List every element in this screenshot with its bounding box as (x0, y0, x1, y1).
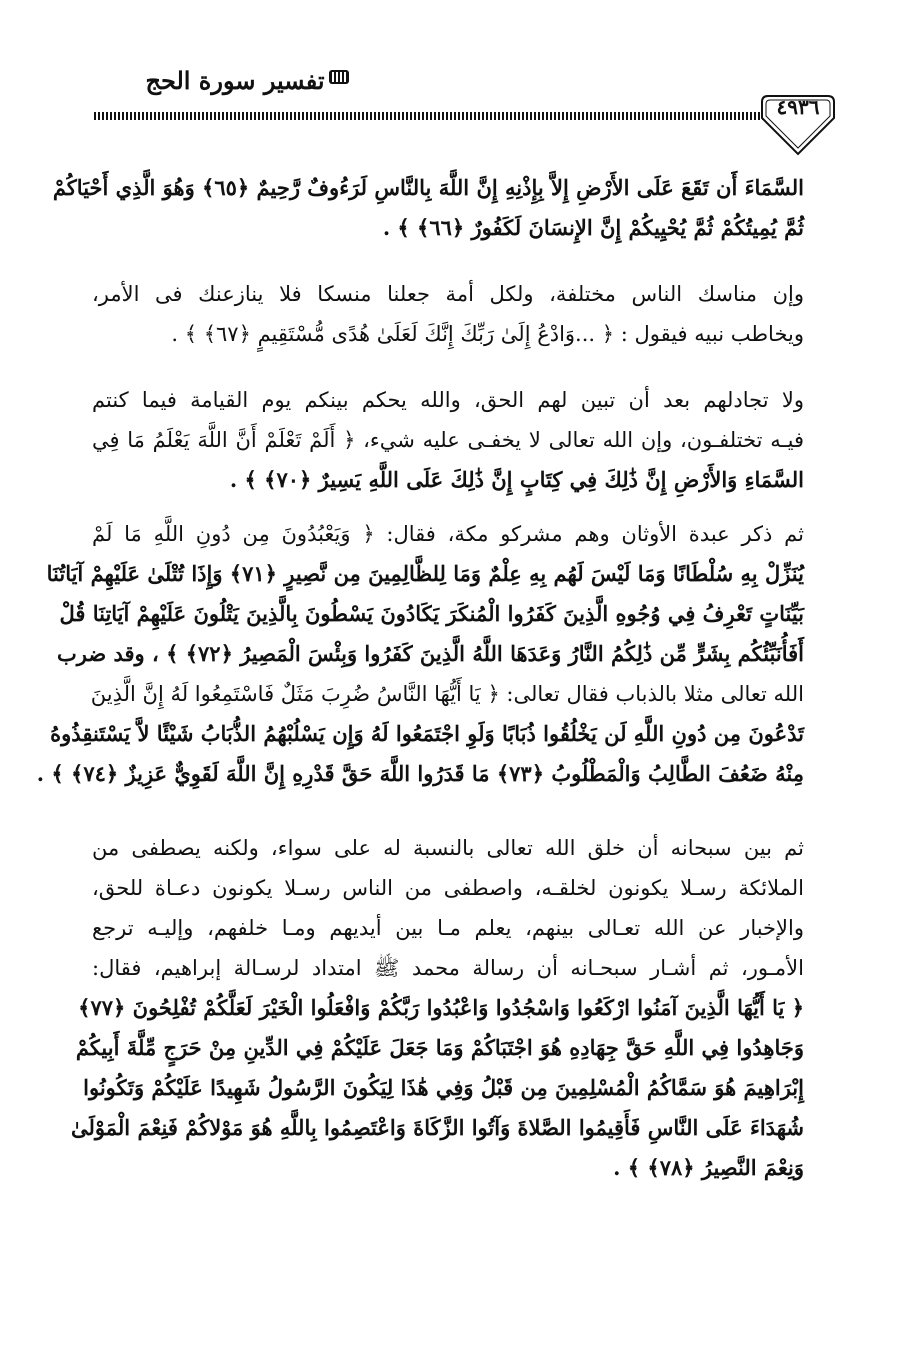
text-line: والإخبار عن الله تعـالى بينهم، يعلم مـا بين أيديهم ومـا خلفهم، وإليـه ترجع (92, 916, 804, 940)
header-rule (94, 112, 800, 120)
text-line: أَفَأُنَبِّئُكُم بِشَرٍّ مِّن ذَٰلِكُمُ النَّارُ وَعَدَهَا اللَّهُ الَّذِينَ كَفَرُوا وَبِئْسَ الْمَصِيرُ ﴿٧٢﴾ ﴾ ، وقد ضرب (57, 641, 804, 666)
page-number: ٤٩٣٦ (776, 95, 820, 119)
text-line: فيـه تختلفـون، وإن الله تعالى لا يخفـى عليه شيء، ﴿ أَلَمْ تَعْلَمْ أَنَّ اللَّهَ يَعْلَمُ مَا فِي (92, 428, 804, 452)
text-line: وَنِعْمَ النَّصِيرُ ﴿٧٨﴾ ﴾ . (613, 1155, 804, 1180)
text-line: وإن مناسك الناس مختلفة، ولكل أمة جعلنا منسكا فلا ينازعنك فى الأمر، (92, 282, 804, 306)
paragraph (92, 274, 804, 354)
ornament-icon (328, 68, 350, 86)
paragraph (92, 380, 804, 500)
text-line: الأمـور، ثم أشـار سبحـانه أن رسالة محمد ﷺ امتداد لرسـالة إبراهيم، فقال: (92, 956, 804, 980)
running-header-title: تفسير سورة الحج (145, 66, 325, 95)
text-line: بَيِّنَاتٍ تَعْرِفُ فِي وُجُوهِ الَّذِينَ كَفَرُوا الْمُنكَرَ يَكَادُونَ يَسْطُونَ بِالَّذِينَ يَتْلُونَ عَلَيْهِمْ آيَاتِنَا قُلْ (59, 601, 804, 626)
text-line: الملائكة رسـلا يكونون لخلقـه، واصطفى من الناس رسـلا يكونون دعـاة للحق، (92, 876, 804, 900)
text-line: ﴿ يَا أَيُّهَا الَّذِينَ آمَنُوا ارْكَعُوا وَاسْجُدُوا وَاعْبُدُوا رَبَّكُمْ وَافْعَلُوا الْخَيْرَ لَعَلَّكُمْ تُفْلِحُونَ ﴿٧٧﴾ (78, 995, 804, 1020)
text-line: السَّمَاءَ أَن تَقَعَ عَلَى الأَرْضِ إِلاَّ بِإِذْنِهِ إِنَّ اللَّهَ بِالنَّاسِ لَرَءُوفٌ رَّحِيمٌ ﴿٦٥﴾ وَهُوَ الَّذِي أَحْيَاكُمْ (52, 175, 804, 200)
text-line: شُهَدَاءَ عَلَى النَّاسِ فَأَقِيمُوا الصَّلاةَ وَآتُوا الزَّكَاةَ وَاعْتَصِمُوا بِاللَّهِ هُوَ مَوْلاكُمْ فَنِعْمَ الْمَوْلَىٰ (71, 1115, 804, 1140)
text-line: ثم ذكر عبدة الأوثان وهم مشركو مكة، فقال: ﴿ وَيَعْبُدُونَ مِن دُونِ اللَّهِ مَا لَمْ (92, 522, 804, 546)
text-line: مِنْهُ ضَعُفَ الطَّالِبُ وَالْمَطْلُوبُ ﴿٧٣﴾ مَا قَدَرُوا اللَّهَ حَقَّ قَدْرِهِ إِنَّ اللَّهَ لَقَوِيٌّ عَزِيزٌ ﴿٧٤﴾ ﴾ . (36, 761, 804, 786)
text-line: ويخاطب نبيه فيقول : ﴿ ...وَادْعُ إِلَىٰ رَبِّكَ إِنَّكَ لَعَلَىٰ هُدًى مُّسْتَقِيمٍ ﴿٦٧﴾ ﴾ . (171, 322, 804, 346)
text-line: ثُمَّ يُمِيتُكُمْ ثُمَّ يُحْيِيكُمْ إِنَّ الإِنسَانَ لَكَفُورٌ ﴿٦٦﴾ ﴾ . (382, 215, 804, 240)
paragraph (52, 168, 804, 248)
text-line: تَدْعُونَ مِن دُونِ اللَّهِ لَن يَخْلُقُوا ذُبَابًا وَلَوِ اجْتَمَعُوا لَهُ وَإِن يَسْلُبْهُمُ الذُّبَابُ شَيْئًا لاَّ يَسْتَنقِذُوهُ (50, 721, 804, 746)
paragraph (36, 514, 804, 794)
paragraph (71, 828, 804, 1188)
text-line: يُنَزِّلْ بِهِ سُلْطَانًا وَمَا لَيْسَ لَهُم بِهِ عِلْمٌ وَمَا لِلظَّالِمِينَ مِن نَّصِيرٍ ﴿٧١﴾ وَإِذَا تُتْلَىٰ عَلَيْهِمْ آيَاتُنَا (46, 561, 804, 586)
text-line: وَجَاهِدُوا فِي اللَّهِ حَقَّ جِهَادِهِ هُوَ اجْتَبَاكُمْ وَمَا جَعَلَ عَلَيْكُمْ فِي الدِّينِ مِنْ حَرَجٍ مِّلَّةَ أَبِيكُمْ (75, 1035, 804, 1060)
text-line: ثم بين سبحانه أن خلق الله تعالى بالنسبة له على سواء، ولكنه يصطفى من (92, 836, 804, 860)
body-text (36, 168, 804, 1188)
text-line: الله تعالى مثلا بالذباب فقال تعالى: ﴿ يَا أَيُّهَا النَّاسُ ضُرِبَ مَثَلٌ فَاسْتَمِعُوا لَهُ إِنَّ الَّذِينَ (90, 682, 804, 706)
text-line: السَّمَاءِ وَالأَرْضِ إِنَّ ذَٰلِكَ فِي كِتَابٍ إِنَّ ذَٰلِكَ عَلَى اللَّهِ يَسِيرٌ ﴿٧٠﴾ ﴾ . (229, 467, 804, 492)
text-line: إِبْرَاهِيمَ هُوَ سَمَّاكُمُ الْمُسْلِمِينَ مِن قَبْلُ وَفِي هَٰذَا لِيَكُونَ الرَّسُولُ شَهِيدًا عَلَيْكُمْ وَتَكُونُوا (83, 1075, 804, 1100)
text-line: ولا تجادلهم بعد أن تبين لهم الحق، والله يحكم بينكم يوم القيامة فيما كنتم (92, 388, 804, 412)
